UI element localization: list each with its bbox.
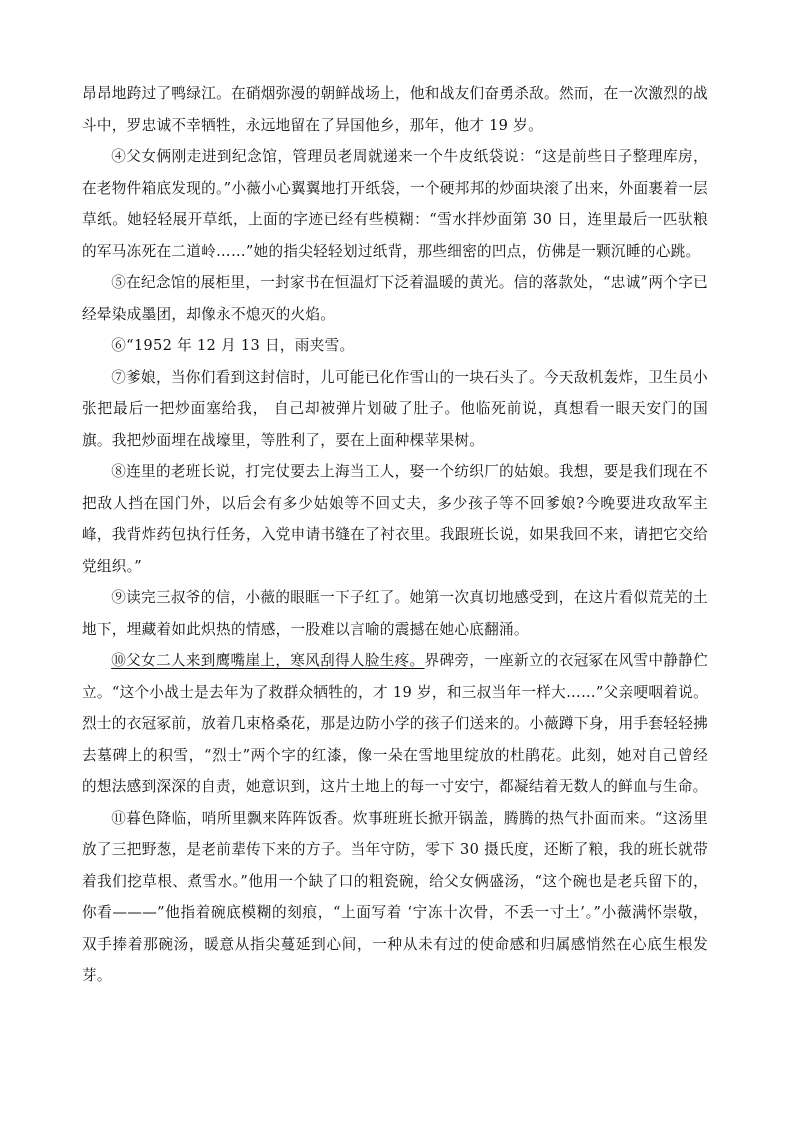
paragraph-6-letter-date: ⑥“1952 年 12 月 13 日，雨夹雪。 <box>111 337 355 354</box>
paragraph-11: ⑪暮色降临，哨所里飘来阵阵饭香。炊事班班长掀开锅盖，腾腾的热气扑面而来。“这汤里放了三把野葱，是老前辈传下来的方子。当年守防，零下 30 摄氏度，还断了粮，我的班长就带着我们挖草根、煮雪水。”他用一个缺了口的粗瓷碗，给父女俩盛汤，“这个碗也是老兵留下的，你看———”他指着碗底模糊的刻痕，“上面写着 ‘宁冻十次骨，不丢一寸土’。”小薇满怀崇敬，双手捧着那碗汤，暖意从指尖蔓延到心间，一种从未有过的使命感和归属感悄然在心底生根发芽。 <box>82 809 708 984</box>
paragraph-continued: 昂昂地跨过了鸭绿江。在硝烟弥漫的朝鲜战场上，他和战友们奋勇杀敌。然而，在一次激烈的战斗中，罗忠诚不幸牺牲，永远地留在了异国他乡，那年，他才 19 岁。 <box>82 85 708 134</box>
paragraph-9: ⑨读完三叔爷的信，小薇的眼眶一下子红了。她第一次真切地感受到，在这片看似荒芜的土地下，埋藏着如此炽热的情感，一股难以言喻的震撼在她心底翻涌。 <box>82 589 708 638</box>
article-body <box>82 78 708 992</box>
paragraph-8: ⑧连里的老班长说，打完仗要去上海当工人，娶一个纺织厂的姑娘。我想，要是我们现在不把敌人挡在国门外，以后会有多少姑娘等不回丈夫，多少孩子等不回爹娘?今晚要进攻敌军主峰，我背炸药包执行任务，入党申请书缝在了衬衣里。我跟班长说，如果我回不来，请把它交给党组织。” <box>82 463 708 575</box>
paragraph-10-rest: 界碑旁，一座新立的衣冠冢在风雪中静静伫立。“这个小战士是去年为了救群众牺牲的，才 19 岁，和三叔当年一样大……”父亲哽咽着说。烈士的衣冠冢前，放着几束格桑花，那是边防小学的孩子们送来的。小薇蹲下身，用手套轻轻拂去墓碑上的积雪，“烈士”两个字的红漆，像一朵在雪地里绽放的杜鹃花。此刻，她对自己曾经的想法感到深深的自责，她意识到，这片土地上的每一寸安宁，都凝结着无数人的鲜血与生命。 <box>82 652 708 795</box>
paragraph-7: ⑦爹娘，当你们看到这封信时，儿可能已化作雪山的一块石头了。今天敌机轰炸，卫生员小张把最后一把炒面塞给我， 自己却被弹片划破了肚子。他临死前说，真想看一眼天安门的国旗。我把炒面埋在战壕里，等胜利了，要在上面种棵苹果树。 <box>82 368 708 449</box>
paragraph-5: ⑤在纪念馆的展柜里，一封家书在恒温灯下泛着温暖的黄光。信的落款处，“忠诚”两个字已经晕染成墨团，却像永不熄灭的火焰。 <box>82 274 708 323</box>
paragraph-10 <box>82 645 708 803</box>
underlined-sentence: ⑩父女二人来到鹰嘴崖上，寒风刮得人脸生疼。 <box>111 652 425 669</box>
paragraph-4: ④父女俩刚走进到纪念馆，管理员老周就递来一个牛皮纸袋说：“这是前些日子整理库房，在老物件箱底发现的。”小薇小心翼翼地打开纸袋，一个硬邦邦的炒面块滚了出来，外面裹着一层草纸。她轻轻展开草纸，上面的字迹已经有些模糊：“雪水拌炒面第 30 日，连里最后一匹驮粮的军马冻死在二道岭……”她的指尖轻轻划过纸背，那些细密的凹点，仿佛是一颗沉睡的心跳。 <box>82 148 709 260</box>
